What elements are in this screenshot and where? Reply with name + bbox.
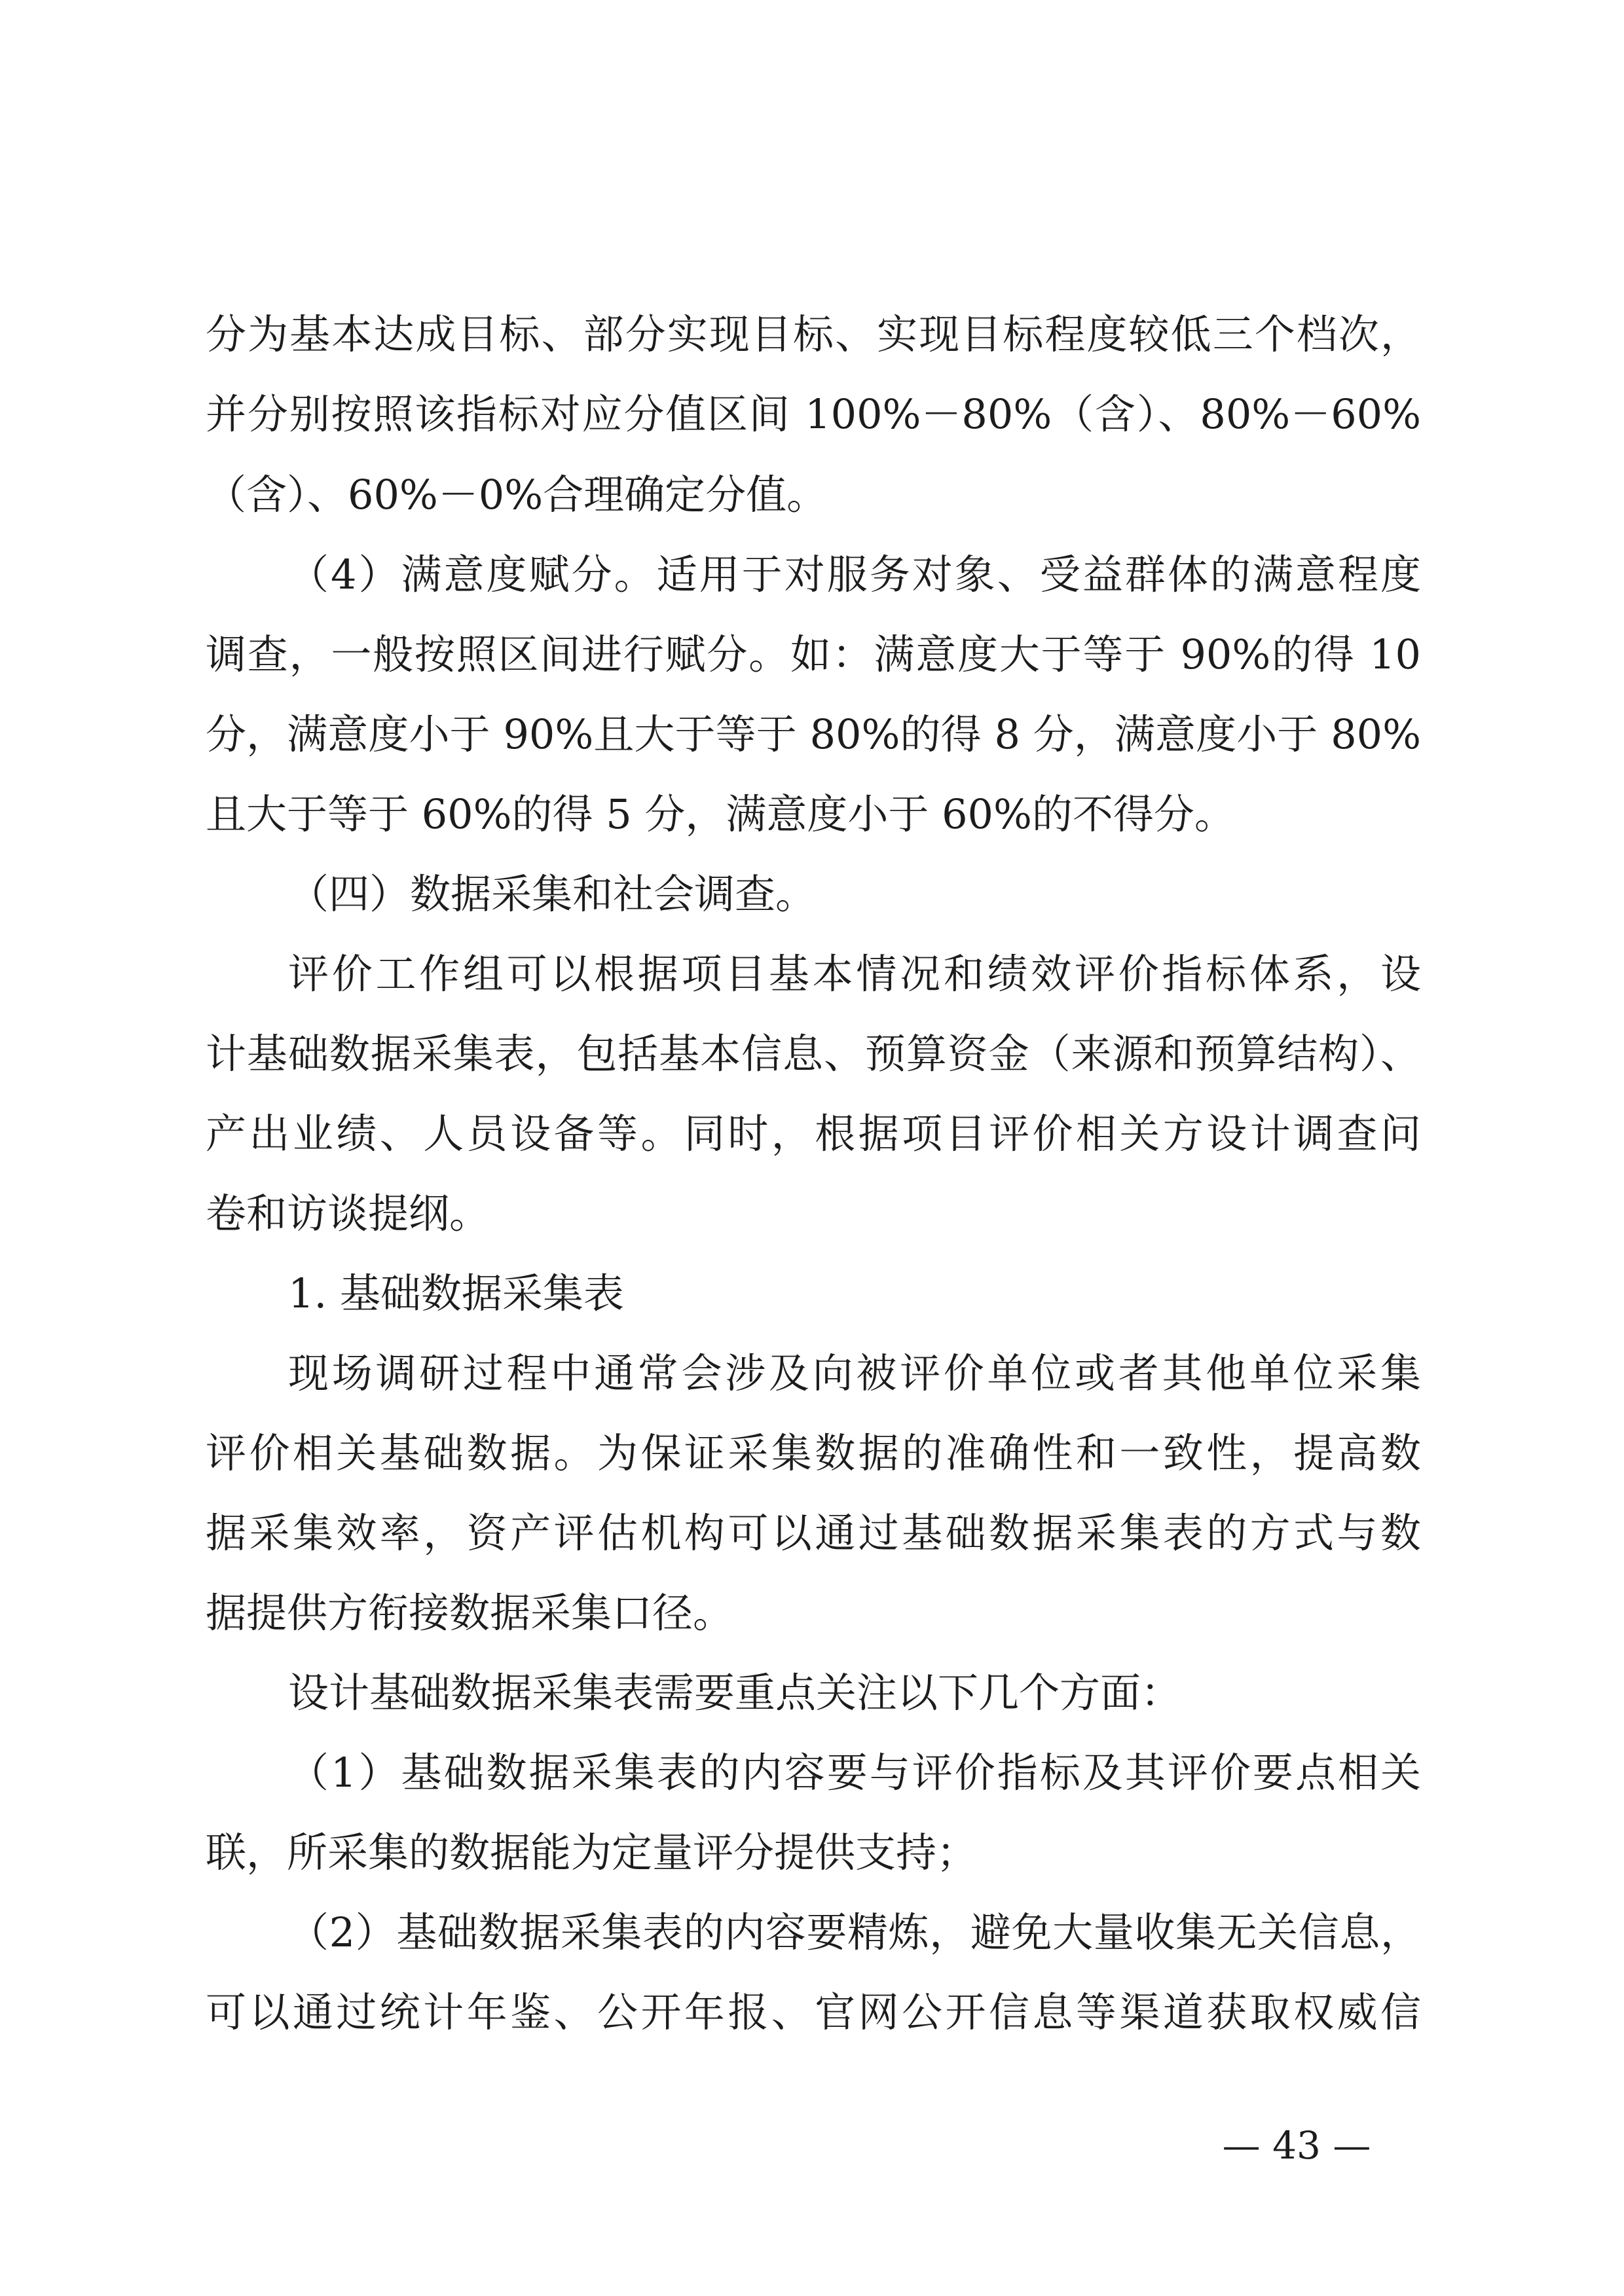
text-line: 设计基础数据采集表需要重点关注以下几个方面： — [288, 1669, 1182, 1717]
text-line: 卷和访谈提纲。 — [206, 1190, 490, 1237]
text-line: 调查，一般按照区间进行赋分。如：满意度大于等于 90%的得 10 — [206, 630, 1421, 678]
text-line: （1）基础数据采集表的内容要与评价指标及其评价要点相关 — [288, 1749, 1421, 1796]
text-line: 据提供方衔接数据采集口径。 — [206, 1589, 734, 1637]
text-line: 评价工作组可以根据项目基本情况和绩效评价指标体系，设 — [288, 950, 1421, 998]
section-heading: （四）数据采集和社会调查。 — [288, 870, 817, 918]
text-line: 可以通过统计年鉴、公开年报、官网公开信息等渠道获取权威信 — [206, 1988, 1421, 2036]
text-line: （含）、60%－0%合理确定分值。 — [206, 471, 828, 519]
text-line: 分为基本达成目标、部分实现目标、实现目标程度较低三个档次， — [206, 310, 1421, 358]
subsection-heading: 1. 基础数据采集表 — [288, 1269, 624, 1317]
text-line: 现场调研过程中通常会涉及向被评价单位或者其他单位采集 — [288, 1349, 1421, 1397]
page-number: — 43 — — [1222, 2123, 1371, 2168]
text-line: 评价相关基础数据。为保证采集数据的准确性和一致性，提高数 — [206, 1429, 1421, 1477]
text-line: 联，所采集的数据能为定量评分提供支持； — [206, 1829, 978, 1876]
text-line: （2）基础数据采集表的内容要精炼，避免大量收集无关信息， — [288, 1908, 1421, 1956]
text-line: 计基础数据采集表，包括基本信息、预算资金（来源和预算结构）、 — [206, 1030, 1421, 1078]
text-line: 分，满意度小于 90%且大于等于 80%的得 8 分，满意度小于 80% — [206, 710, 1421, 758]
text-line: 并分别按照该指标对应分值区间 100%－80%（含）、80%－60% — [206, 390, 1421, 438]
text-line: 产出业绩、人员设备等。同时，根据项目评价相关方设计调查问 — [206, 1110, 1421, 1157]
text-line: 据采集效率，资产评估机构可以通过基础数据采集表的方式与数 — [206, 1509, 1421, 1557]
text-line: 且大于等于 60%的得 5 分，满意度小于 60%的不得分。 — [206, 790, 1235, 838]
text-line: （4）满意度赋分。适用于对服务对象、受益群体的满意程度 — [288, 551, 1421, 598]
